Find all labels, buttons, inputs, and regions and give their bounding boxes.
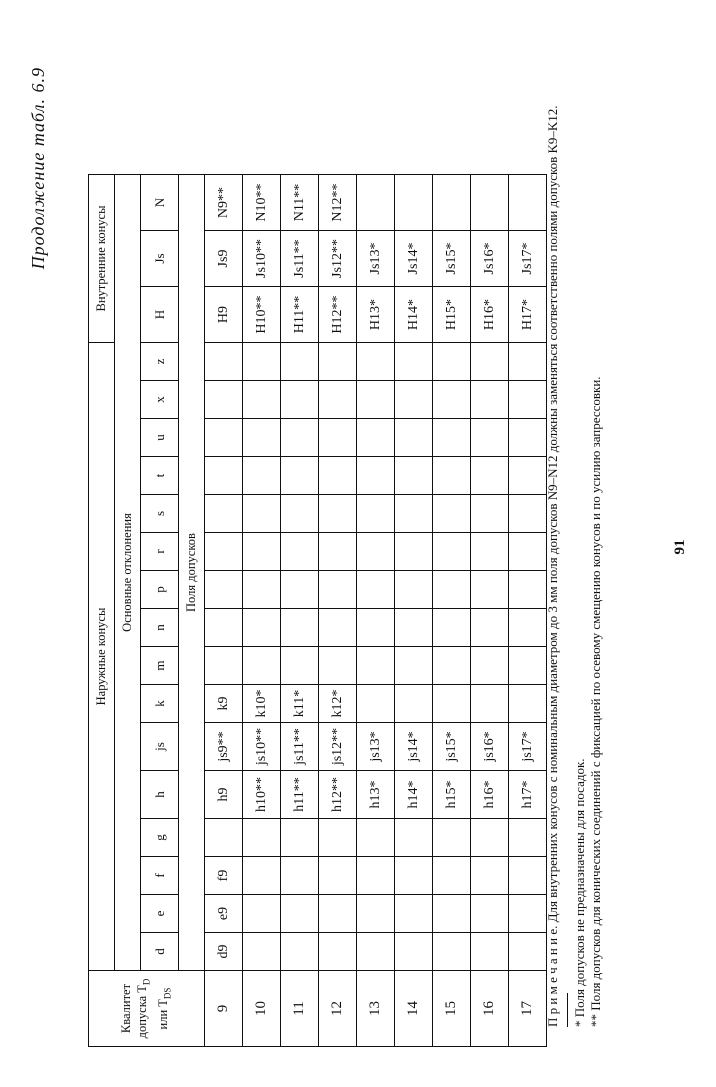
- tolerance-field-cell: [471, 819, 509, 857]
- tolerance-field-cell: [471, 533, 509, 571]
- tolerance-field-cell: [433, 895, 471, 933]
- deviation-letter: d: [141, 933, 179, 971]
- footnote-rule: [567, 993, 568, 1027]
- tolerance-field-cell: h13*: [357, 771, 395, 819]
- tolerance-field-cell: [357, 495, 395, 533]
- tolerance-field-cell: [395, 609, 433, 647]
- tolerance-field-cell: H16*: [471, 287, 509, 343]
- tolerance-field-cell: [281, 933, 319, 971]
- tolerance-field-cell: [357, 933, 395, 971]
- tolerance-field-cell: [357, 857, 395, 895]
- tolerance-field-cell: [395, 857, 433, 895]
- tolerance-field-cell: [395, 381, 433, 419]
- tolerance-field-cell: [205, 609, 243, 647]
- tolerance-field-cell: Js16*: [471, 231, 509, 287]
- deviation-letter: h: [141, 771, 179, 819]
- tolerance-field-cell: [395, 933, 433, 971]
- tolerance-field-cell: [319, 571, 357, 609]
- tolerance-field-cell: [471, 647, 509, 685]
- tolerance-field-cell: Js17*: [509, 231, 547, 287]
- quality-grade-cell: 10: [243, 971, 281, 1047]
- tolerance-field-cell: [319, 533, 357, 571]
- tolerance-field-cell: [243, 343, 281, 381]
- tolerance-field-cell: [471, 381, 509, 419]
- tolerance-field-cell: [357, 647, 395, 685]
- tolerance-field-cell: [281, 609, 319, 647]
- tolerance-field-cell: [319, 609, 357, 647]
- tolerance-field-cell: [395, 685, 433, 723]
- tolerance-field-cell: [243, 609, 281, 647]
- tolerance-field-cell: [357, 895, 395, 933]
- quality-grade-cell: 15: [433, 971, 471, 1047]
- tolerance-field-cell: N9**: [205, 175, 243, 231]
- tolerance-field-cell: Js9: [205, 231, 243, 287]
- table-row: [471, 175, 509, 1047]
- tolerance-field-cell: Js11**: [281, 231, 319, 287]
- tolerance-field-cell: [357, 533, 395, 571]
- quality-grade-cell: 12: [319, 971, 357, 1047]
- tolerance-field-cell: js13*: [357, 723, 395, 771]
- notes-block: [545, 67, 604, 1027]
- tolerance-field-cell: [471, 343, 509, 381]
- tolerance-field-cell: [357, 571, 395, 609]
- corner-header-text: Квалитет допуска T: [119, 983, 149, 1039]
- deviation-letter: f: [141, 857, 179, 895]
- tolerance-field-cell: k9: [205, 685, 243, 723]
- tolerance-field-cell: [509, 419, 547, 457]
- deviation-letter: e: [141, 895, 179, 933]
- deviation-letter: Js: [141, 231, 179, 287]
- tolerance-field-cell: [433, 609, 471, 647]
- tolerance-field-cell: [281, 533, 319, 571]
- tolerance-field-cell: [319, 381, 357, 419]
- table-row: [281, 175, 319, 1047]
- tolerance-field-cell: [319, 819, 357, 857]
- table-row: [357, 175, 395, 1047]
- continuation-caption: Продолжение табл. 6.9: [28, 67, 48, 270]
- tolerance-field-cell: [357, 343, 395, 381]
- tolerance-field-cell: [433, 175, 471, 231]
- tolerance-field-cell: Js10**: [243, 231, 281, 287]
- deviation-letter: z: [141, 343, 179, 381]
- tolerance-field-cell: H15*: [433, 287, 471, 343]
- tolerance-field-cell: h10**: [243, 771, 281, 819]
- tolerance-field-cell: [509, 381, 547, 419]
- tolerance-field-cell: H14*: [395, 287, 433, 343]
- tolerance-field-cell: [509, 571, 547, 609]
- tolerance-field-cell: [433, 647, 471, 685]
- tolerance-field-cell: js11**: [281, 723, 319, 771]
- tolerance-field-cell: [395, 343, 433, 381]
- tolerance-field-cell: [205, 819, 243, 857]
- tolerance-field-cell: [471, 571, 509, 609]
- tolerance-field-cell: [395, 175, 433, 231]
- tolerance-field-cell: Js15*: [433, 231, 471, 287]
- tolerance-field-cell: [433, 857, 471, 895]
- tolerance-field-cell: [395, 819, 433, 857]
- tolerance-field-cell: [395, 457, 433, 495]
- tolerance-field-cell: [281, 895, 319, 933]
- tolerance-field-cell: [319, 857, 357, 895]
- tolerance-field-cell: [433, 533, 471, 571]
- table-row: [319, 175, 357, 1047]
- group-outer-cones: Наружные конусы: [89, 343, 115, 971]
- page-number: 91: [672, 539, 688, 555]
- tolerance-field-cell: [205, 457, 243, 495]
- tolerance-field-cell: [471, 685, 509, 723]
- tolerance-field-cell: [243, 819, 281, 857]
- deviation-letter: g: [141, 819, 179, 857]
- tolerance-field-cell: [395, 571, 433, 609]
- tolerance-field-cell: [357, 419, 395, 457]
- quality-grade-cell: 14: [395, 971, 433, 1047]
- tolerance-field-cell: [243, 457, 281, 495]
- tolerance-field-cell: H9: [205, 287, 243, 343]
- tolerance-field-cell: js14*: [395, 723, 433, 771]
- table-row: [243, 175, 281, 1047]
- tolerance-field-cell: [509, 175, 547, 231]
- tolerance-field-cell: [395, 895, 433, 933]
- group-inner-cones: Внутренние конусы: [89, 175, 115, 343]
- tolerance-field-cell: [471, 175, 509, 231]
- tolerance-field-cell: [243, 895, 281, 933]
- tolerance-field-cell: [319, 647, 357, 685]
- tolerance-field-cell: [281, 857, 319, 895]
- quality-grade-cell: 13: [357, 971, 395, 1047]
- tolerance-field-cell: [319, 895, 357, 933]
- corner-mid-text: или T: [155, 999, 170, 1030]
- tolerance-field-cell: h12**: [319, 771, 357, 819]
- tolerance-field-cell: [243, 647, 281, 685]
- tolerance-field-cell: H13*: [357, 287, 395, 343]
- tolerance-field-cell: [357, 457, 395, 495]
- tolerance-field-cell: [243, 857, 281, 895]
- tolerance-field-cell: [205, 647, 243, 685]
- tolerance-field-cell: [281, 381, 319, 419]
- tolerance-field-cell: [509, 609, 547, 647]
- tolerance-field-cell: h9: [205, 771, 243, 819]
- deviation-letter: t: [141, 457, 179, 495]
- deviation-letters-row: [141, 175, 179, 1047]
- tolerance-field-cell: [509, 533, 547, 571]
- deviation-letter: p: [141, 571, 179, 609]
- tolerance-field-cell: Js14*: [395, 231, 433, 287]
- tolerance-field-cell: h15*: [433, 771, 471, 819]
- tolerance-field-cell: [433, 495, 471, 533]
- tolerance-field-cell: [319, 419, 357, 457]
- tolerance-field-cell: [433, 819, 471, 857]
- tolerance-field-cell: [319, 933, 357, 971]
- tolerance-field-cell: H11**: [281, 287, 319, 343]
- tolerance-field-cell: [205, 495, 243, 533]
- tolerance-field-cell: d9: [205, 933, 243, 971]
- tolerance-field-cell: [509, 819, 547, 857]
- tolerance-field-cell: js9**: [205, 723, 243, 771]
- deviation-letter: x: [141, 381, 179, 419]
- tolerance-field-cell: Js12**: [319, 231, 357, 287]
- tolerance-field-cell: [319, 495, 357, 533]
- deviation-letter: n: [141, 609, 179, 647]
- tolerance-field-cell: [471, 857, 509, 895]
- note-main: П р и м е ч а н и е. Для внутренних конусов с номинальным диаметром до 3 мм поля допусков N9–N12 должны заменяться соответственно полями допусков K9–K12.: [545, 105, 560, 1027]
- quality-grade-cell: 9: [205, 971, 243, 1047]
- tolerance-field-cell: js15*: [433, 723, 471, 771]
- tolerance-field-cell: h11**: [281, 771, 319, 819]
- tolerance-field-cell: [281, 571, 319, 609]
- tolerance-field-cell: k11*: [281, 685, 319, 723]
- tolerance-field-cell: H17*: [509, 287, 547, 343]
- corner-sub-d: D: [141, 978, 152, 986]
- tolerance-field-cell: [433, 571, 471, 609]
- deviation-letter: s: [141, 495, 179, 533]
- tolerance-field-cell: [243, 533, 281, 571]
- tolerance-field-cell: [357, 685, 395, 723]
- tolerance-field-cell: js12**: [319, 723, 357, 771]
- tolerance-field-cell: [433, 419, 471, 457]
- tolerance-field-cell: [471, 419, 509, 457]
- tolerance-field-cell: [205, 533, 243, 571]
- tolerance-field-cell: [433, 343, 471, 381]
- tolerance-field-cell: [509, 457, 547, 495]
- table-row: [205, 175, 243, 1047]
- tolerance-field-cell: [395, 495, 433, 533]
- tolerance-field-cell: k12*: [319, 685, 357, 723]
- tolerance-field-cell: [281, 647, 319, 685]
- tolerance-field-cell: [357, 381, 395, 419]
- tolerance-field-cell: h17*: [509, 771, 547, 819]
- deviation-letter: u: [141, 419, 179, 457]
- tolerance-field-cell: k10*: [243, 685, 281, 723]
- tolerance-field-cell: [281, 419, 319, 457]
- deviation-letter: k: [141, 685, 179, 723]
- tolerance-field-cell: [509, 857, 547, 895]
- tolerance-field-cell: [281, 495, 319, 533]
- deviation-letter: js: [141, 723, 179, 771]
- tolerance-table: [88, 174, 547, 1047]
- tolerance-field-cell: [471, 457, 509, 495]
- basic-deviations-header: Основные отклонения: [115, 175, 141, 971]
- tolerance-field-cell: [243, 419, 281, 457]
- tolerance-field-cell: js17*: [509, 723, 547, 771]
- deviation-letter: H: [141, 287, 179, 343]
- tolerance-field-cell: h16*: [471, 771, 509, 819]
- corner-sub-ds: DS: [162, 987, 172, 1000]
- tolerance-field-cell: [433, 381, 471, 419]
- tolerance-field-cell: [243, 381, 281, 419]
- footnote-double-star: ** Поля допусков для конических соединений с фиксацией по осевому смещению конусов и по усилию запрессовки.: [588, 376, 603, 1027]
- tolerance-field-cell: [243, 571, 281, 609]
- tolerance-field-cell: N10**: [243, 175, 281, 231]
- tolerance-field-cell: js16*: [471, 723, 509, 771]
- tolerance-field-cell: [395, 647, 433, 685]
- tolerance-field-cell: [509, 895, 547, 933]
- tolerance-field-cell: [319, 343, 357, 381]
- quality-grade-cell: 16: [471, 971, 509, 1047]
- tolerance-field-cell: [357, 819, 395, 857]
- tolerance-field-cell: [205, 381, 243, 419]
- tolerance-field-cell: e9: [205, 895, 243, 933]
- tolerance-field-cell: [471, 609, 509, 647]
- tolerance-field-cell: [319, 457, 357, 495]
- tolerance-field-cell: [433, 685, 471, 723]
- tolerance-field-cell: H12**: [319, 287, 357, 343]
- quality-grade-cell: 11: [281, 971, 319, 1047]
- table-row: [509, 175, 547, 1047]
- tolerance-field-cell: [281, 819, 319, 857]
- table-row: [433, 175, 471, 1047]
- table-row: [395, 175, 433, 1047]
- deviation-letter: m: [141, 647, 179, 685]
- tolerance-field-cell: f9: [205, 857, 243, 895]
- tolerance-field-cell: [509, 495, 547, 533]
- tolerance-field-cell: [509, 685, 547, 723]
- tolerance-fields-header: Поля допусков: [179, 175, 205, 971]
- tolerance-field-cell: [243, 933, 281, 971]
- tolerance-field-cell: [205, 571, 243, 609]
- footnote-single-star: * Поля допусков не предназначены для посадок.: [572, 758, 587, 1027]
- deviation-letter: r: [141, 533, 179, 571]
- tolerance-field-cell: [243, 495, 281, 533]
- tolerance-field-cell: [357, 609, 395, 647]
- tolerance-field-cell: [281, 457, 319, 495]
- tolerance-field-cell: [395, 419, 433, 457]
- tolerance-field-cell: [471, 933, 509, 971]
- corner-header-cell: [89, 971, 205, 1047]
- tolerance-field-cell: N11**: [281, 175, 319, 231]
- tolerance-field-cell: [509, 933, 547, 971]
- tolerance-field-cell: [281, 343, 319, 381]
- tolerance-field-cell: [509, 647, 547, 685]
- tolerance-field-cell: Js13*: [357, 231, 395, 287]
- tolerance-field-cell: [471, 895, 509, 933]
- tolerance-field-cell: [357, 175, 395, 231]
- tolerance-field-cell: N12**: [319, 175, 357, 231]
- tolerance-field-cell: [433, 933, 471, 971]
- tolerance-field-cell: js10**: [243, 723, 281, 771]
- tolerance-field-cell: [205, 343, 243, 381]
- tolerance-field-cell: H10**: [243, 287, 281, 343]
- tolerance-field-cell: [509, 343, 547, 381]
- quality-grade-cell: 17: [509, 971, 547, 1047]
- tolerance-field-cell: [471, 495, 509, 533]
- tolerance-field-cell: [205, 419, 243, 457]
- tolerance-field-cell: h14*: [395, 771, 433, 819]
- tolerance-field-cell: [433, 457, 471, 495]
- deviation-letter: N: [141, 175, 179, 231]
- tolerance-field-cell: [395, 533, 433, 571]
